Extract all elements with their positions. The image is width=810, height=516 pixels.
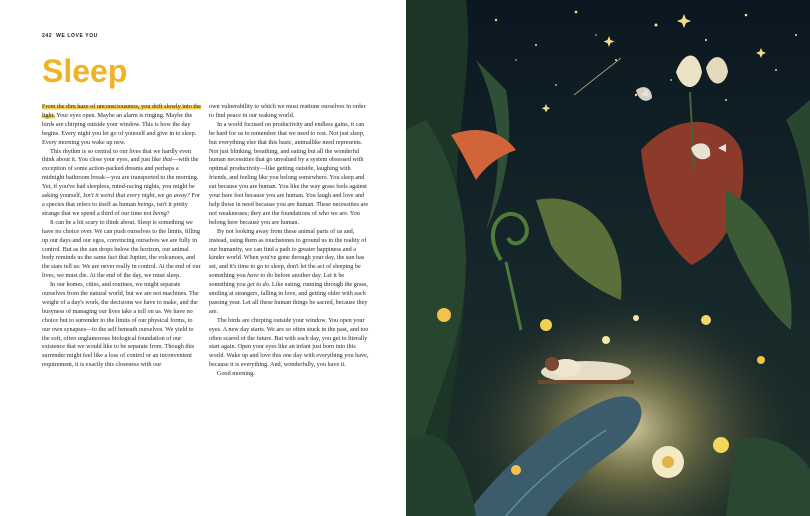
paragraph: own vulnerability to which we must reattune ourselves in order to find peace in our waking world.	[209, 103, 366, 119]
page-number: 242	[42, 33, 53, 39]
paragraph: This rhythm is so central to our lives that we hardly even think about it. You close your eyes, and just like that—with the exception of some action-packed dreams and perhaps a midnight bathroom break—you are transported to the morning. Yet, if you've had sleepless, mind-racing nights, you might be asking yourself, Isn't it weird that every night, we go away? For a species that refers to itself as human beings, isn't it pretty strange that we spend a third of our time not being?	[42, 147, 201, 217]
running-head	[42, 33, 98, 39]
paragraph: The birds are chirping outside your window. You open your eyes. A new day starts. We are so often stuck in the past, and too often scared of the future. But with each day, you get to literally start again. Open your eyes like an infant just born into this world. Wake up and love this one day with everything you have, because it is everything. And, wonderfully, you have it.	[209, 316, 369, 369]
paragraph: From the dim haze of unconsciousness, you drift slowly into the light. Your eyes open. Maybe an alarm is ringing. Maybe the birds are chirping outside your window. This is how the day begins. Every night you let go of yourself and give in to sleep. Every morning you wake up new.	[42, 103, 201, 146]
highlighted-text: From the dim haze of unconsciousness, you drift slowly into the light.	[42, 103, 201, 119]
text-column-1	[42, 103, 202, 370]
text-column-2	[209, 103, 369, 379]
paragraph: It can be a bit scary to think about. Sleep is something we have no choice over. We can push ourselves to the limits, filling up our days and our egos, convincing ourselves we are fully in control. But as the sun drops below the horizon, our animal body reminds us the same fact that Jupiter, the volcanoes, and the stars tell us: We are never really in control. At the end of our lives, we must die. At the end of the day, we must sleep.	[42, 218, 201, 280]
paragraph: By not looking away from these animal parts of us and, instead, using them as touchstones to ground us in the reality of our humanity, we can find a path to greater happiness and a kinder world. When you've gone through your day, the sun has set, and it's time to go to sleep, don't let the act of sleeping be something you have to do before another day. Let it be something you get to do. Like eating, running through the grass, smiling at strangers, falling in love, and getting older with each passing year. Let all these human things be sacred, because they are.	[209, 227, 368, 315]
book-title: WE LOVE YOU	[56, 33, 98, 39]
paragraph: In our homes, cities, and routines, we might separate ourselves from the natural world, but we are not machines. The weight of a day's work, the decisions we have to make, and the busyness of managing our lives take a toll on us. We have no choice but to surrender to the limits of our physical forms, to our own synapses—to the self beneath ourselves. We yield to the soft, often unglamorous biological foundation of our existence that we would like to be separate from. Though this surrender might feel like a loss of control or an inconvenient requirement, it is exactly this closeness with our	[42, 281, 199, 369]
chapter-title: Sleep	[42, 53, 128, 89]
illustration-page	[406, 0, 810, 516]
paragraph: Good morning.	[217, 370, 255, 378]
night-garden-illustration	[406, 0, 810, 516]
paragraph: In a world focused on productivity and endless gains, it can be hard for us to remember that we need to rest. Not just sleep, but everything else that this basic, animallike need represents. Not just blinking, breathing, and eating but all the wonderful human necessities that go unvalued by a system obsessed with optimal productivity—like getting outside, laughing with friends, and feeling like you belong somewhere. You sleep and eat because you are human. You like the way grass feels against your bare feet because you are human. You laugh and love and help those in need because you are human. These necessities are not weaknesses; they are the foundations of who we are. You belong here because you are human.	[209, 120, 369, 226]
